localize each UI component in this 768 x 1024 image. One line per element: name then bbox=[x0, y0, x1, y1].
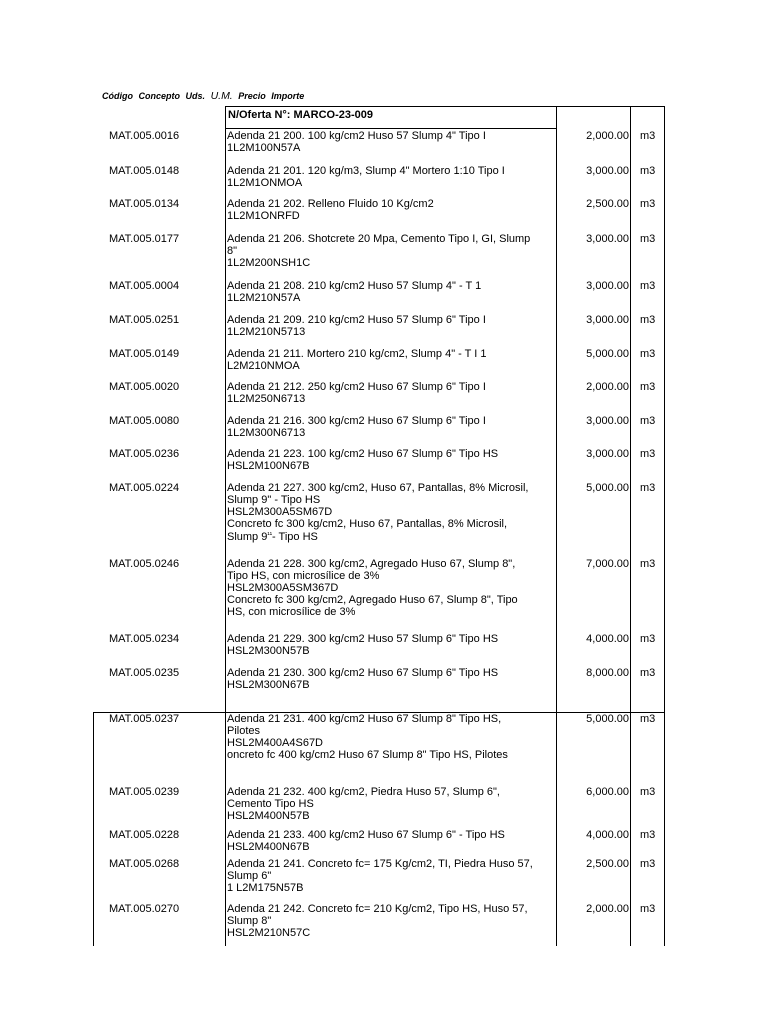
description-line: Adenda 21 201. 120 kg/m3, Slump 4" Mortero 1:10 Tipo I bbox=[227, 165, 505, 177]
item-unit: m3 bbox=[640, 829, 656, 841]
item-description bbox=[227, 314, 557, 338]
item-description bbox=[227, 903, 557, 939]
item-quantity: 6,000.00 bbox=[586, 786, 629, 798]
description-line: HSL2M100N67B bbox=[227, 460, 310, 472]
item-description bbox=[227, 415, 557, 439]
item-unit: m3 bbox=[640, 165, 656, 177]
description-line: Adenda 21 231. 400 kg/cm2 Huso 67 Slump 8" Tipo HS, bbox=[227, 713, 502, 725]
item-description bbox=[227, 482, 557, 543]
item-quantity: 7,000.00 bbox=[586, 558, 629, 570]
description-line: HSL2M400N57B bbox=[227, 810, 310, 822]
item-code: MAT.005.0237 bbox=[109, 713, 180, 725]
description-line: Adenda 21 229. 300 kg/cm2 Huso 57 Slump 6" Tipo HS bbox=[227, 633, 499, 645]
description-line: Adenda 21 233. 400 kg/cm2 Huso 67 Slump 6" - Tipo HS bbox=[227, 829, 505, 841]
item-unit: m3 bbox=[640, 448, 656, 460]
item-quantity: 3,000.00 bbox=[586, 280, 629, 292]
column-headers bbox=[102, 90, 307, 102]
description-line: 1L2M210N5713 bbox=[227, 326, 306, 338]
description-line: 1 L2M175N57B bbox=[227, 882, 304, 894]
description-line: Adenda 21 227. 300 kg/cm2, Huso 67, Pantallas, 8% Microsil, bbox=[227, 482, 529, 494]
item-quantity: 4,000.00 bbox=[586, 633, 629, 645]
description-line: HSL2M300N67B bbox=[227, 679, 310, 691]
grid-top-line bbox=[225, 106, 665, 107]
description-line: Adenda 21 232. 400 kg/cm2, Piedra Huso 57, Slump 6", bbox=[227, 786, 500, 798]
col-uds: Uds. bbox=[185, 91, 206, 101]
description-line: Slump 8" bbox=[227, 915, 272, 927]
item-code: MAT.005.0177 bbox=[109, 233, 180, 245]
item-unit: m3 bbox=[640, 130, 656, 142]
oferta-number: N/Oferta N°: MARCO-23-009 bbox=[228, 109, 373, 121]
description-line: HS, con microsílice de 3% bbox=[227, 606, 356, 618]
description-line: Pilotes bbox=[227, 725, 261, 737]
description-line: Adenda 21 209. 210 kg/cm2 Huso 57 Slump 6" Tipo I bbox=[227, 314, 486, 326]
description-line: 1L2M1ONRFD bbox=[227, 210, 300, 222]
item-quantity: 2,000.00 bbox=[586, 903, 629, 915]
item-unit: m3 bbox=[640, 633, 656, 645]
description-line: Adenda 21 242. Concreto fc= 210 Kg/cm2, Tipo HS, Huso 57, bbox=[227, 903, 528, 915]
item-quantity: 5,000.00 bbox=[586, 482, 629, 494]
item-quantity: 5,000.00 bbox=[586, 348, 629, 360]
item-description bbox=[227, 233, 557, 269]
item-code: MAT.005.0251 bbox=[109, 314, 180, 326]
item-description bbox=[227, 786, 557, 822]
description-line: 1L2M210N57A bbox=[227, 292, 301, 304]
col-um: U.M. bbox=[210, 90, 233, 102]
grid-desc-left bbox=[225, 106, 226, 946]
item-quantity: 3,000.00 bbox=[586, 233, 629, 245]
item-code: MAT.005.0148 bbox=[109, 165, 180, 177]
item-description bbox=[227, 558, 557, 618]
description-line: Concreto fc 300 kg/cm2, Huso 67, Pantallas, 8% Microsil, bbox=[227, 518, 508, 530]
item-description bbox=[227, 381, 557, 405]
item-unit: m3 bbox=[640, 667, 656, 679]
item-unit: m3 bbox=[640, 348, 656, 360]
item-description bbox=[227, 633, 557, 657]
description-line: Tipo HS, con microsílice de 3% bbox=[227, 570, 380, 582]
item-quantity: 3,000.00 bbox=[586, 448, 629, 460]
description-line: Adenda 21 230. 300 kg/cm2 Huso 67 Slump 6" Tipo HS bbox=[227, 667, 499, 679]
description-line: 1L2M100N57A bbox=[227, 142, 301, 154]
item-description bbox=[227, 448, 557, 472]
description-line: Adenda 21 208. 210 kg/cm2 Huso 57 Slump 4" - T 1 bbox=[227, 280, 482, 292]
item-unit: m3 bbox=[640, 713, 656, 725]
item-quantity: 3,000.00 bbox=[586, 314, 629, 326]
item-unit: m3 bbox=[640, 558, 656, 570]
description-line: 1L2M1ONMOA bbox=[227, 177, 303, 189]
item-code: MAT.005.0224 bbox=[109, 482, 180, 494]
item-unit: m3 bbox=[640, 482, 656, 494]
item-description bbox=[227, 858, 557, 894]
item-description bbox=[227, 280, 557, 304]
item-code: MAT.005.0228 bbox=[109, 829, 180, 841]
description-line: HSL2M400N67B bbox=[227, 841, 310, 853]
item-quantity: 3,000.00 bbox=[586, 415, 629, 427]
item-description bbox=[227, 829, 557, 853]
description-line: Adenda 21 211. Mortero 210 kg/cm2, Slump 4" - T I 1 bbox=[227, 348, 487, 360]
grid-left-border bbox=[93, 712, 94, 946]
item-quantity: 5,000.00 bbox=[586, 713, 629, 725]
col-precio: Precio bbox=[238, 91, 266, 101]
item-quantity: 3,000.00 bbox=[586, 165, 629, 177]
description-line: Adenda 21 212. 250 kg/cm2 Huso 67 Slump 6" Tipo I bbox=[227, 381, 486, 393]
description-line: Adenda 21 206. Shotcrete 20 Mpa, Cemento Tipo I, GI, Slump bbox=[227, 233, 531, 245]
item-unit: m3 bbox=[640, 415, 656, 427]
item-code: MAT.005.0134 bbox=[109, 198, 180, 210]
description-line: HSL2M400A4S67D bbox=[227, 737, 324, 749]
description-line: Adenda 21 200. 100 kg/cm2 Huso 57 Slump 4" Tipo I bbox=[227, 130, 486, 142]
item-quantity: 2,500.00 bbox=[586, 858, 629, 870]
item-code: MAT.005.0239 bbox=[109, 786, 180, 798]
item-unit: m3 bbox=[640, 233, 656, 245]
description-line: Adenda 21 216. 300 kg/cm2 Huso 67 Slump 6" Tipo I bbox=[227, 415, 486, 427]
item-description bbox=[227, 713, 557, 761]
item-description bbox=[227, 165, 557, 189]
description-line: Adenda 21 228. 300 kg/cm2, Agregado Huso 67, Slump 8", bbox=[227, 558, 516, 570]
item-unit: m3 bbox=[640, 198, 656, 210]
item-quantity: 2,500.00 bbox=[586, 198, 629, 210]
description-line: Slump 6" bbox=[227, 870, 272, 882]
col-importe: Importe bbox=[271, 91, 305, 101]
description-line: Adenda 21 223. 100 kg/cm2 Huso 67 Slump 6" Tipo HS bbox=[227, 448, 499, 460]
item-unit: m3 bbox=[640, 280, 656, 292]
item-unit: m3 bbox=[640, 858, 656, 870]
description-line: HSL2M300N57B bbox=[227, 645, 310, 657]
description-line: Adenda 21 241. Concreto fc= 175 Kg/cm2, TI, Piedra Huso 57, bbox=[227, 858, 533, 870]
item-code: MAT.005.0236 bbox=[109, 448, 180, 460]
item-description bbox=[227, 198, 557, 222]
description-line: HSL2M300A5SM67D bbox=[227, 506, 333, 518]
grid-right-border bbox=[664, 106, 665, 946]
item-quantity: 2,000.00 bbox=[586, 130, 629, 142]
item-quantity: 2,000.00 bbox=[586, 381, 629, 393]
item-code: MAT.005.0016 bbox=[109, 130, 180, 142]
col-concepto: Concepto bbox=[138, 91, 181, 101]
item-unit: m3 bbox=[640, 314, 656, 326]
item-code: MAT.005.0149 bbox=[109, 348, 180, 360]
item-code: MAT.005.0246 bbox=[109, 558, 180, 570]
description-line: L2M210NMOA bbox=[227, 360, 300, 372]
item-description bbox=[227, 130, 557, 154]
item-code: MAT.005.0020 bbox=[109, 381, 180, 393]
description-line: Concreto fc 300 kg/cm2, Agregado Huso 67, Slump 8", Tipo bbox=[227, 594, 518, 606]
item-description bbox=[227, 348, 557, 372]
item-unit: m3 bbox=[640, 903, 656, 915]
item-code: MAT.005.0270 bbox=[109, 903, 180, 915]
description-line: 1L2M300N6713 bbox=[227, 427, 306, 439]
item-code: MAT.005.0080 bbox=[109, 415, 180, 427]
description-line: HSL2M300A5SM367D bbox=[227, 582, 339, 594]
grid-qty-right bbox=[630, 106, 631, 946]
description-line: HSL2M210N57C bbox=[227, 927, 311, 939]
grid-oferta-underline bbox=[225, 128, 557, 129]
description-line: oncreto fc 400 kg/cm2 Huso 67 Slump 8" Tipo HS, Pilotes bbox=[227, 749, 508, 761]
item-code: MAT.005.0234 bbox=[109, 633, 180, 645]
item-code: MAT.005.0268 bbox=[109, 858, 180, 870]
description-line: Adenda 21 202. Relleno Fluido 10 Kg/cm2 bbox=[227, 198, 434, 210]
description-line: 1L2M200NSH1C bbox=[227, 257, 311, 269]
description-line: 1L2M250N6713 bbox=[227, 393, 306, 405]
description-line: Slump $9^{^{11}}-$ Tipo HS bbox=[227, 531, 318, 543]
description-line: 8" bbox=[227, 245, 238, 257]
item-quantity: 4,000.00 bbox=[586, 829, 629, 841]
col-codigo: Código bbox=[102, 91, 133, 101]
description-line: Cemento Tipo HS bbox=[227, 798, 314, 810]
item-unit: m3 bbox=[640, 381, 656, 393]
item-quantity: 8,000.00 bbox=[586, 667, 629, 679]
item-unit: m3 bbox=[640, 786, 656, 798]
item-code: MAT.005.0235 bbox=[109, 667, 180, 679]
description-line: Slump 9" - Tipo HS bbox=[227, 494, 321, 506]
item-code: MAT.005.0004 bbox=[109, 280, 180, 292]
item-description bbox=[227, 667, 557, 691]
